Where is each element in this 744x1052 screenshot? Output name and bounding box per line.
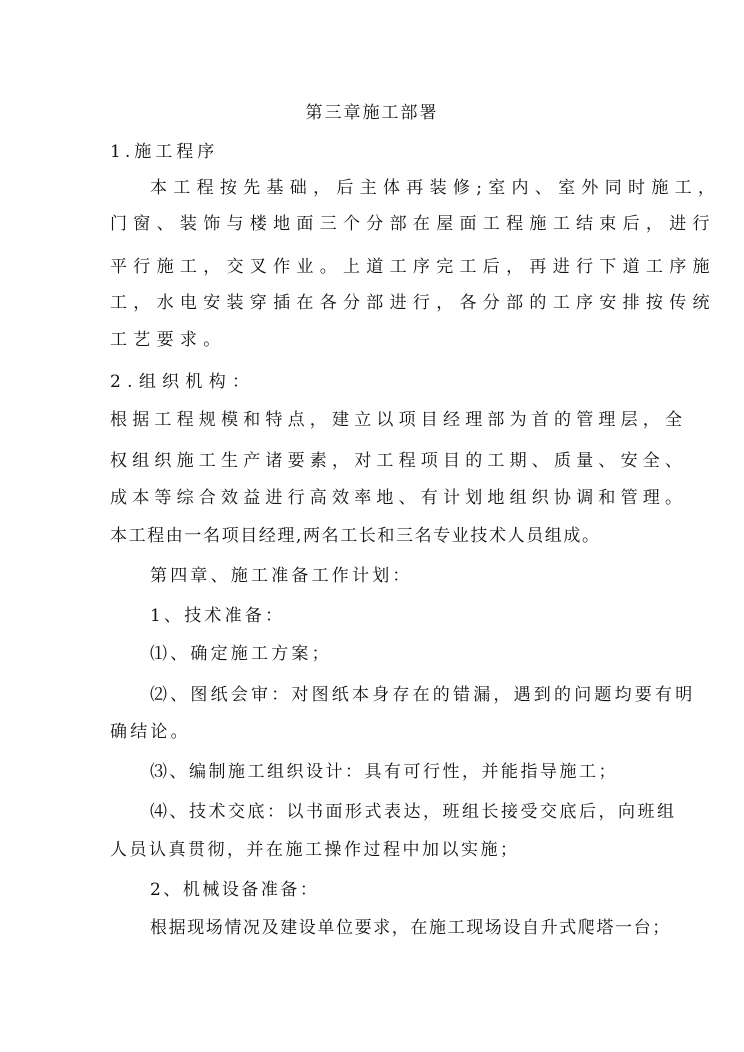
paragraph-line: 根据现场情况及建设单位要求，在施工现场设自升式爬塔一台； — [150, 918, 671, 938]
list-item: ⑶、编制施工组织设计：具有可行性，并能指导施工； — [150, 762, 618, 782]
paragraph-line: 门窗、装饰与楼地面三个分部在屋面工程施工结束后，进行 — [110, 214, 716, 234]
chapter-heading: 第四章、施工准备工作计划： — [150, 566, 413, 586]
paragraph-line: 工，水电安装穿插在各分部进行，各分部的工序安排按传统 — [110, 293, 716, 313]
list-item: ⑷、技术交底：以书面形式表达，班组长接受交底后，向班组 — [150, 802, 677, 822]
section-heading: 2.组织机构： — [110, 372, 256, 392]
paragraph-line: 根据工程规模和特点，建立以项目经理部为首的管理层，全 — [110, 410, 688, 430]
list-item: ⑴、确定施工方案； — [150, 644, 332, 664]
paragraph-line: 本工程按先基础，后主体再装修;室内、室外同时施工， — [150, 178, 722, 198]
paragraph-line: 平行施工，交叉作业。上道工序完工后，再进行下道工序施 — [110, 257, 716, 277]
list-item: ⑵、图纸会审：对图纸本身存在的错漏，遇到的问题均要有明 — [150, 685, 696, 705]
paragraph-line: 工艺要求。 — [110, 330, 227, 350]
chapter-title: 第三章施工部署 — [305, 103, 439, 123]
subsection-heading: 2、机械设备准备： — [150, 880, 320, 900]
paragraph-line: 本工程由一名项目经理,两名工长和三名专业技术人员组成。 — [110, 526, 601, 546]
paragraph-line: 权组织施工生产诸要素，对工程项目的工期、质量、安全、 — [110, 451, 688, 471]
paragraph-line: 确结论。 — [110, 722, 191, 742]
paragraph-line: 成本等综合效益进行高效率地、有计划地组织协调和管理。 — [110, 488, 688, 508]
paragraph-line: 人员认真贯彻，并在施工操作过程中加以实施； — [110, 840, 520, 860]
section-heading: 1.施工程序 — [110, 142, 219, 162]
subsection-heading: 1、技术准备： — [150, 606, 286, 626]
